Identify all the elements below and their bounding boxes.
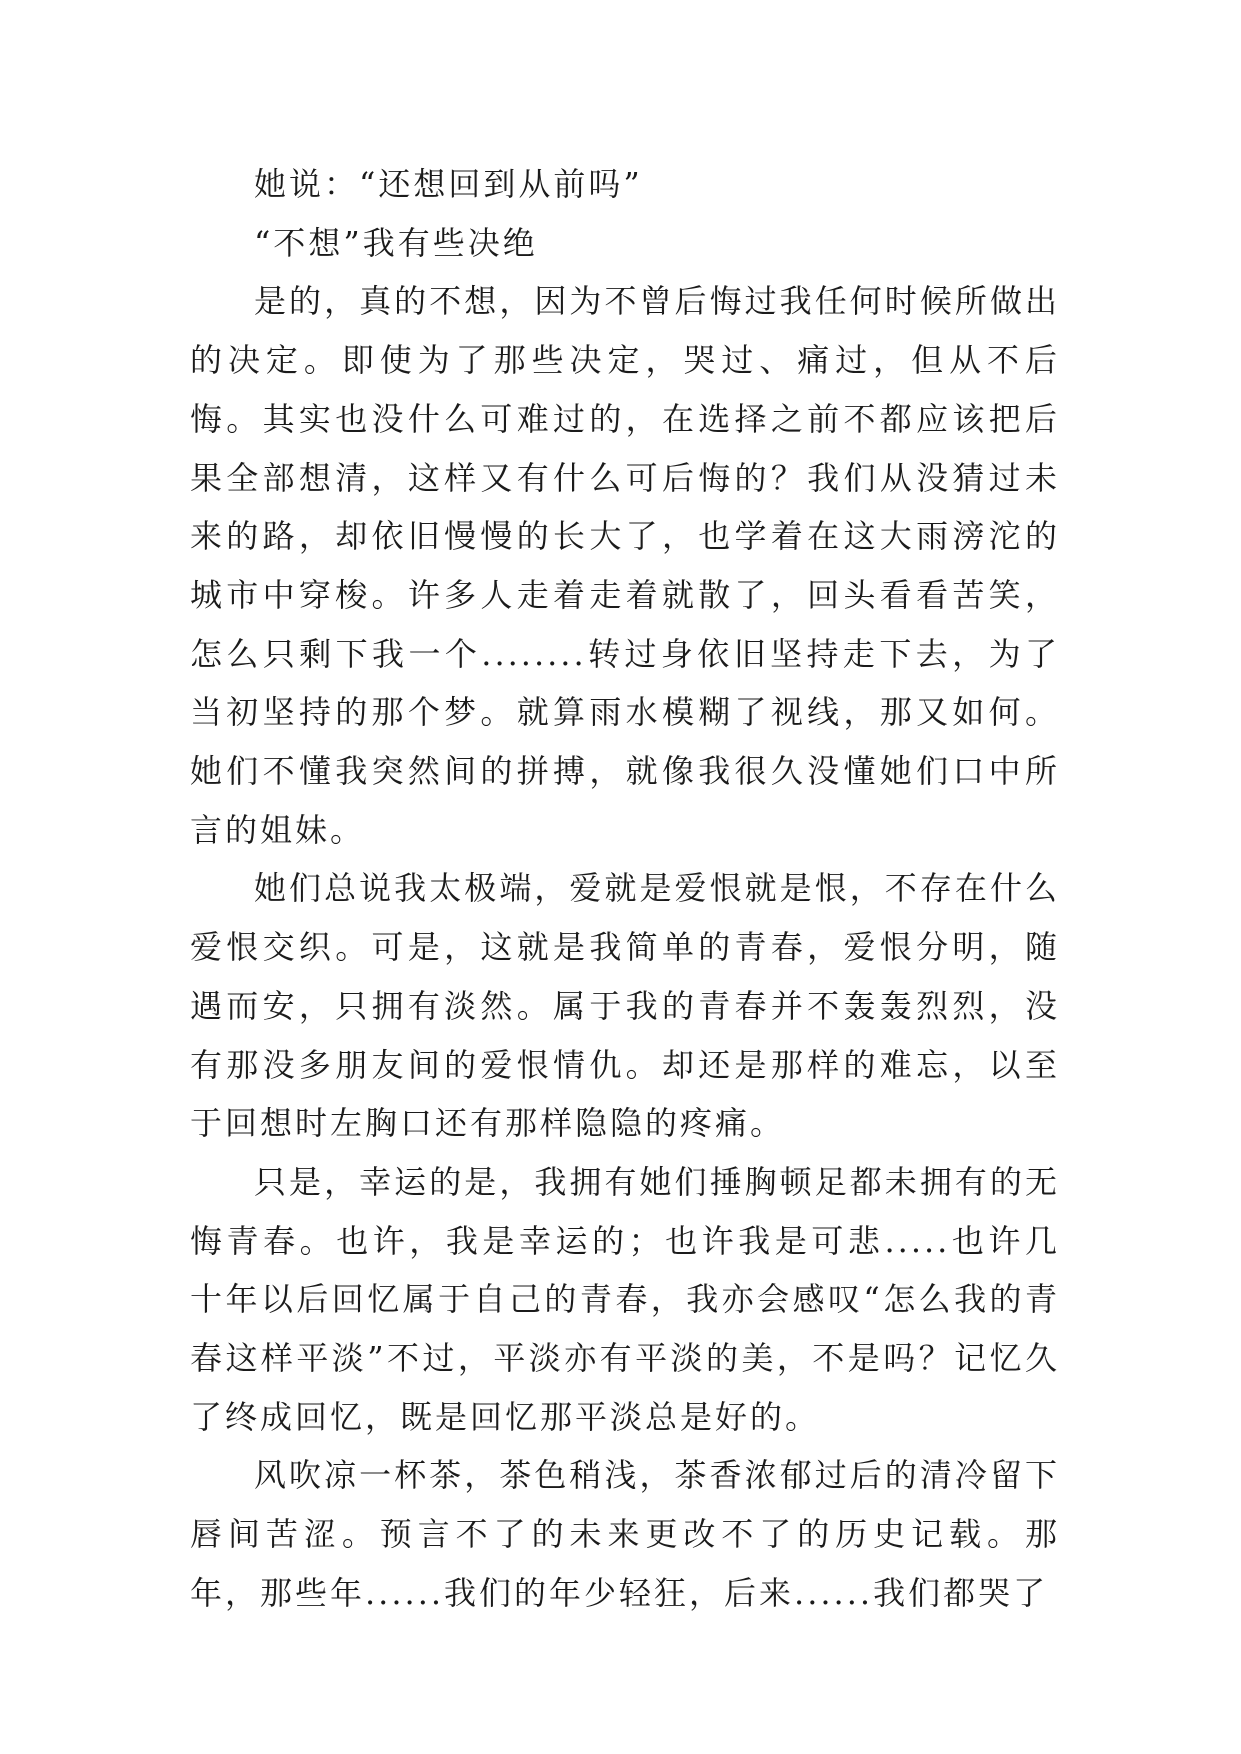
paragraph: 只是，幸运的是，我拥有她们捶胸顿足都未拥有的无悔青春。也许，我是幸运的；也许我是可悲.....也许几十年以后回忆属于自己的青春，我亦会感叹“怎么我的青春这样平淡”不过，平淡亦有平淡的美，不是吗？记忆久了终成回忆，既是回忆那平淡总是好的。 (190, 1162, 1060, 1436)
paragraph: 风吹凉一杯茶，茶色稍浅，茶香浓郁过后的清冷留下唇间苦涩。预言不了的未来更改不了的历史记载。那年，那些年......我们的年少轻狂，后来......我们都哭了 (190, 1456, 1060, 1612)
paragraph: 她说：“还想回到从前吗” (254, 165, 643, 203)
paragraph: 她们总说我太极端，爱就是爱恨就是恨，不存在什么爱恨交织。可是，这就是我简单的青春，爱恨分明，随遇而安，只拥有淡然。属于我的青春并不轰轰烈烈，没有那没多朋友间的爱恨情仇。却还是那样的难忘，以至于回想时左胸口还有那样隐隐的疼痛。 (190, 869, 1060, 1143)
paragraph: “不想”我有些决绝 (254, 223, 538, 262)
paragraph: 是的，真的不想，因为不曾后悔过我任何时候所做出的决定。即使为了那些决定，哭过、痛过，但从不后悔。其实也没什么可难过的，在选择之前不都应该把后果全部想清，这样又有什么可后悔的？我们从没猜过未来的路，却依旧慢慢的长大了，也学着在这大雨滂沱的城市中穿梭。许多人走着走着就散了，回头看看苦笑，怎么只剩下我一个........转过身依旧坚持走下去，为了当初坚持的那个梦。就算雨水模糊了视线，那又如何。她们不懂我突然间的拼搏，就像我很久没懂她们口中所言的姐妹。 (190, 282, 1060, 849)
document-body (190, 155, 1060, 1623)
